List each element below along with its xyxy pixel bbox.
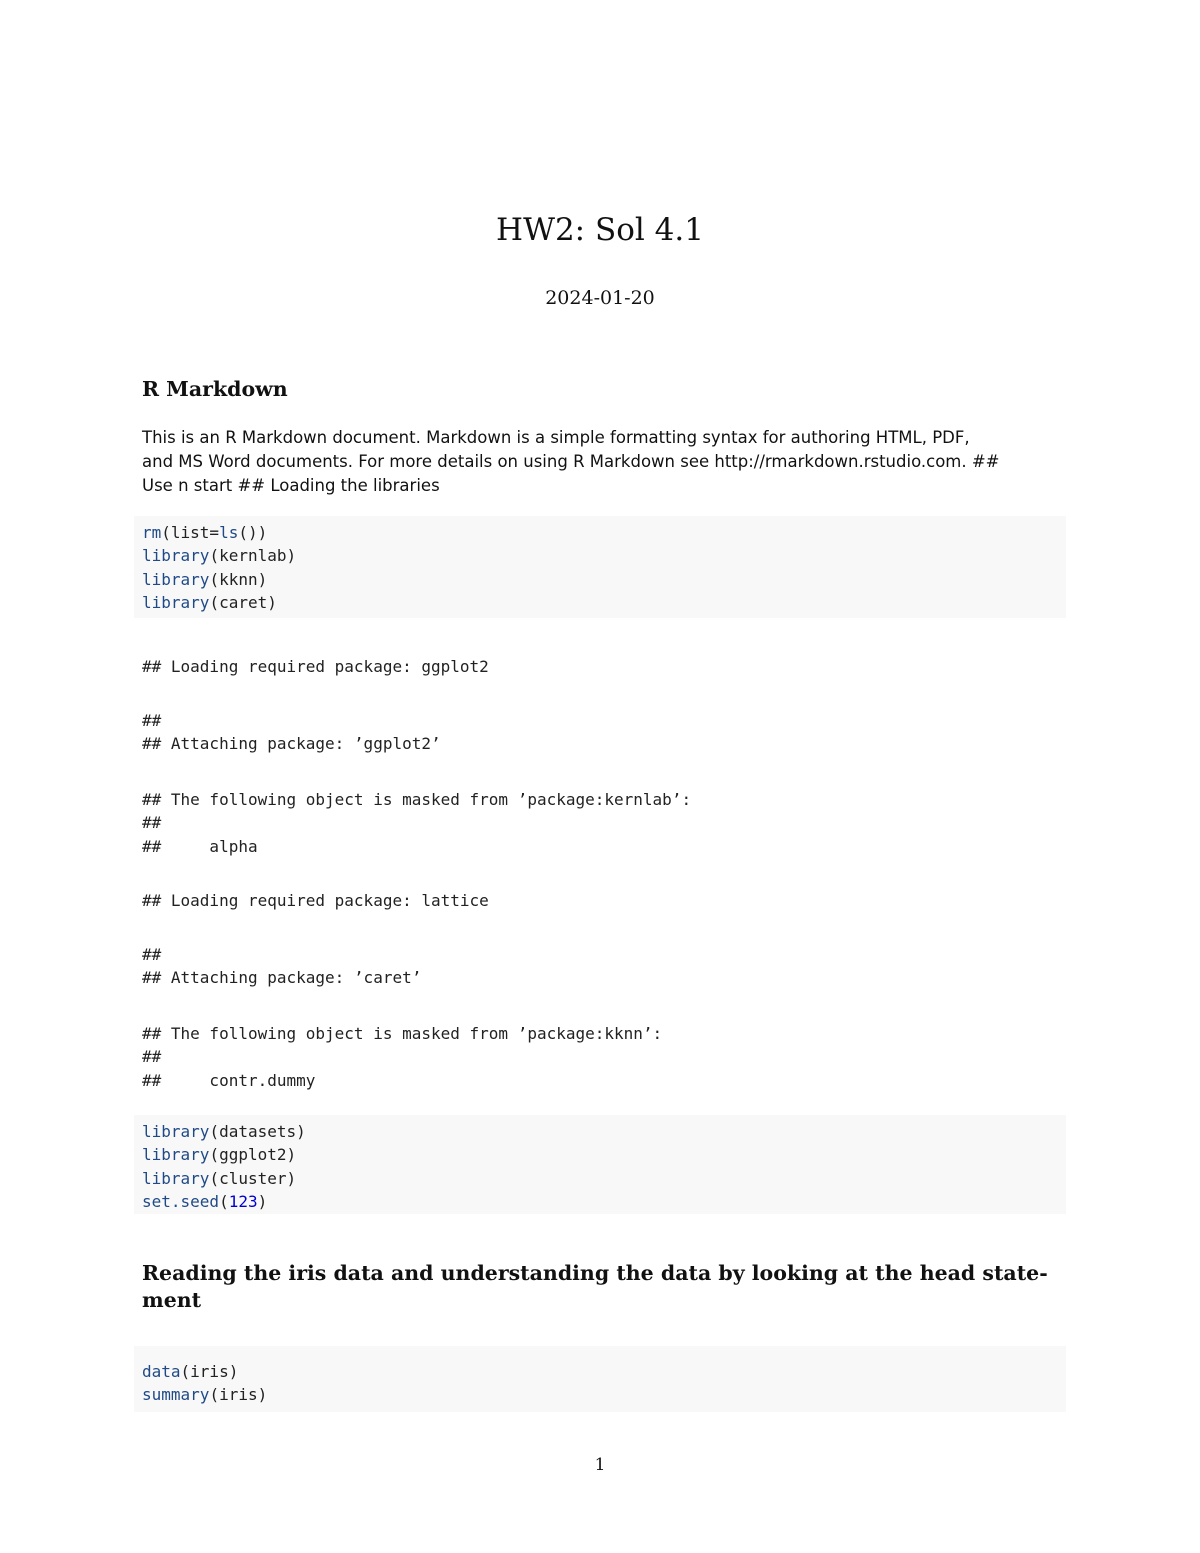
code-function-token: ls <box>219 523 239 542</box>
document-title: HW2: Sol 4.1 <box>496 212 704 248</box>
console-output <box>142 655 1062 678</box>
code-line <box>142 591 1058 614</box>
code-number-token: 123 <box>228 1192 258 1212</box>
code-token: (cluster) <box>209 1168 297 1188</box>
output-line: ## Loading required package: ggplot2 <box>142 657 489 676</box>
code-line <box>142 1190 1058 1213</box>
document-date: 2024-01-20 <box>545 287 655 309</box>
intro-line: Use n start ## Loading the libraries <box>142 476 440 495</box>
code-function-token: library <box>142 1168 210 1188</box>
code-token: (list= <box>161 523 220 542</box>
page-number: 1 <box>594 1455 606 1475</box>
output-line: ## contr.dummy <box>142 1070 316 1090</box>
code-function-token: library <box>142 1122 210 1141</box>
console-output <box>142 788 1062 858</box>
code-chunk-datasets <box>134 1115 1066 1214</box>
code-line <box>142 568 1058 591</box>
section-heading-r-markdown: R Markdown <box>142 377 288 401</box>
code-function-token: rm <box>142 523 162 542</box>
code-function-token: set.seed <box>142 1192 220 1212</box>
console-output <box>142 1022 1062 1092</box>
output-line: ## Attaching package: ’caret’ <box>142 968 422 988</box>
output-line: ## <box>142 813 162 833</box>
intro-paragraph <box>142 426 1062 498</box>
code-line <box>142 1167 1058 1190</box>
code-token: (ggplot2) <box>209 1145 297 1165</box>
code-token: ( <box>219 1192 229 1212</box>
code-token: (iris) <box>209 1385 268 1405</box>
output-line: ## Attaching package: ’ggplot2’ <box>142 734 441 754</box>
code-line <box>142 521 1058 544</box>
console-output <box>142 709 1062 756</box>
code-line <box>142 1360 1058 1383</box>
code-line <box>142 1383 1058 1406</box>
code-line <box>142 1143 1058 1166</box>
output-line: ## <box>142 945 162 964</box>
output-line: ## The following object is masked from ’package:kernlab’: <box>142 790 692 809</box>
output-line: ## <box>142 711 162 730</box>
console-output <box>142 889 1062 912</box>
code-token: (caret) <box>209 593 277 613</box>
code-function-token: library <box>142 569 210 589</box>
section-heading-reading-iris: Reading the iris data and understanding the data by looking at the head state- ment <box>142 1261 1048 1312</box>
code-function-token: library <box>142 1145 210 1165</box>
output-line: ## <box>142 1047 162 1067</box>
code-token: (kknn) <box>209 569 268 589</box>
code-chunk-libraries <box>134 516 1066 618</box>
code-chunk-iris <box>134 1346 1066 1412</box>
code-function-token: summary <box>142 1385 210 1405</box>
code-token: ()) <box>238 523 268 542</box>
code-token: (iris) <box>180 1362 239 1381</box>
code-function-token: data <box>142 1362 181 1381</box>
code-line <box>142 544 1058 567</box>
output-line: ## Loading required package: lattice <box>142 891 489 910</box>
code-function-token: library <box>142 546 210 566</box>
code-token: (datasets) <box>209 1122 306 1141</box>
intro-line: and MS Word documents. For more details on using R Markdown see http://rmarkdown.rstudio.com. ## <box>142 452 1000 471</box>
output-line: ## The following object is masked from ’package:kknn’: <box>142 1024 663 1043</box>
console-output <box>142 943 1062 990</box>
code-token: (kernlab) <box>209 546 297 566</box>
code-line <box>142 1120 1058 1143</box>
output-line: ## alpha <box>142 836 258 856</box>
code-function-token: library <box>142 593 210 613</box>
code-token: ) <box>257 1192 268 1212</box>
intro-line: This is an R Markdown document. Markdown is a simple formatting syntax for authoring HTML, PDF, <box>142 428 970 447</box>
